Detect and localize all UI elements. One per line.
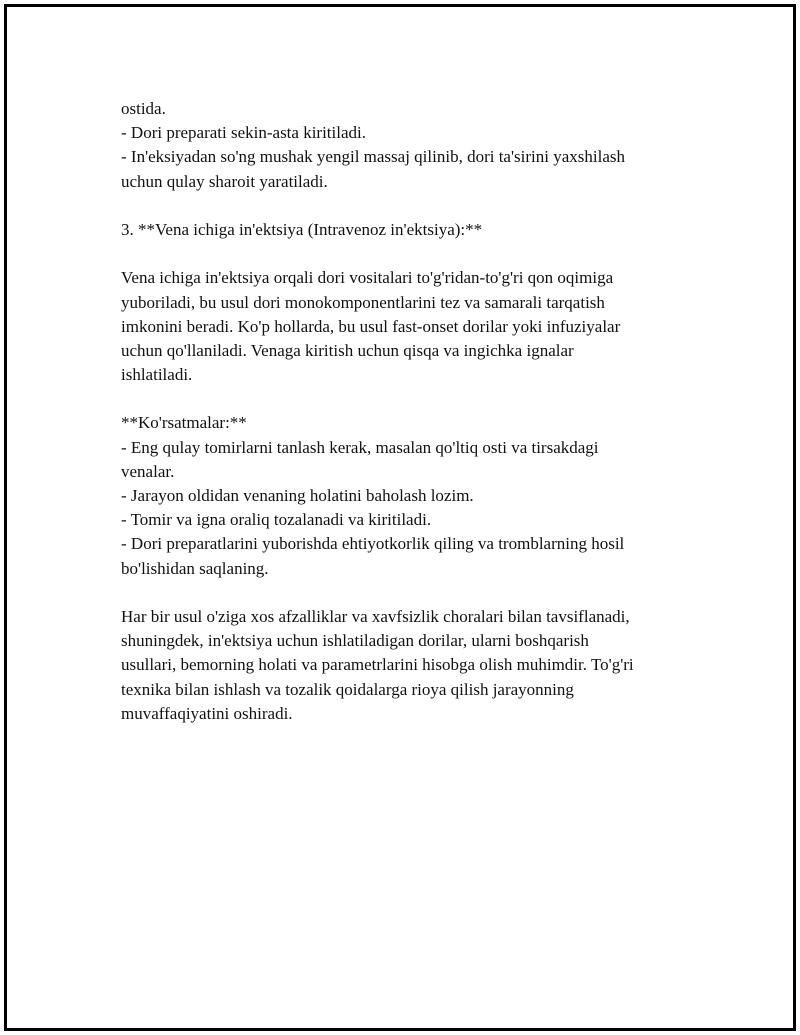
paragraph-gap — [121, 194, 681, 218]
text-line: Vena ichiga in'ektsiya orqali dori vositalari to'g'ridan-to'g'ri qon oqimiga — [121, 268, 614, 288]
text-line: uchun qulay sharoit yaratiladi. — [121, 171, 328, 191]
text-line: Har bir usul o'ziga xos afzalliklar va xavfsizlik choralari bilan tavsiflanadi, — [121, 606, 630, 626]
document-body — [121, 97, 681, 726]
text-line: texnika bilan ishlash va tozalik qoidalarga rioya qilish jarayonning — [121, 679, 574, 699]
paragraph — [121, 266, 681, 387]
text-line: - Eng qulay tomirlarni tanlash kerak, masalan qo'ltiq osti va tirsakdagi — [121, 437, 599, 457]
text-line: **Ko'rsatmalar:** — [121, 413, 247, 433]
page-frame — [4, 4, 796, 1031]
text-line: 3. **Vena ichiga in'ektsiya (Intravenoz in'ektsiya):** — [121, 219, 483, 239]
paragraph — [121, 605, 681, 726]
text-line: shuningdek, in'ektsiya uchun ishlatiladigan dorilar, ularni boshqarish — [121, 631, 589, 651]
text-line: - Dori preparatlarini yuborishda ehtiyotkorlik qiling va tromblarning hosil — [121, 534, 625, 554]
paragraph-gap — [121, 581, 681, 605]
text-line: - In'eksiyadan so'ng mushak yengil massaj qilinib, dori ta'sirini yaxshilash — [121, 147, 626, 167]
text-line: usullari, bemorning holati va parametrlarini hisobga olish muhimdir. To'g'ri — [121, 655, 634, 675]
text-line: muvaffaqiyatini oshiradi. — [121, 703, 293, 723]
text-line: - Jarayon oldidan venaning holatini baholash lozim. — [121, 486, 474, 505]
text-line: - Dori preparati sekin-asta kiritiladi. — [121, 123, 366, 143]
paragraph-gap — [121, 387, 681, 411]
paragraph — [121, 411, 681, 580]
paragraph-gap — [121, 242, 681, 266]
paragraph — [121, 97, 681, 194]
text-line: venalar. — [121, 461, 175, 481]
text-line: - Tomir va igna oraliq tozalanadi va kiritiladi. — [121, 510, 432, 530]
text-line: ishlatiladi. — [121, 365, 193, 385]
text-line: uchun qo'llaniladi. Venaga kiritish uchun qisqa va ingichka ignalar — [121, 340, 574, 360]
text-line: ostida. — [121, 99, 166, 118]
text-line: imkonini beradi. Ko'p hollarda, bu usul fast-onset dorilar yoki infuziyalar — [121, 316, 621, 336]
section-heading — [121, 218, 681, 242]
text-line: yuboriladi, bu usul dori monokomponentlarini tez va samarali tarqatish — [121, 292, 605, 312]
text-line: bo'lishidan saqlaning. — [121, 558, 269, 578]
